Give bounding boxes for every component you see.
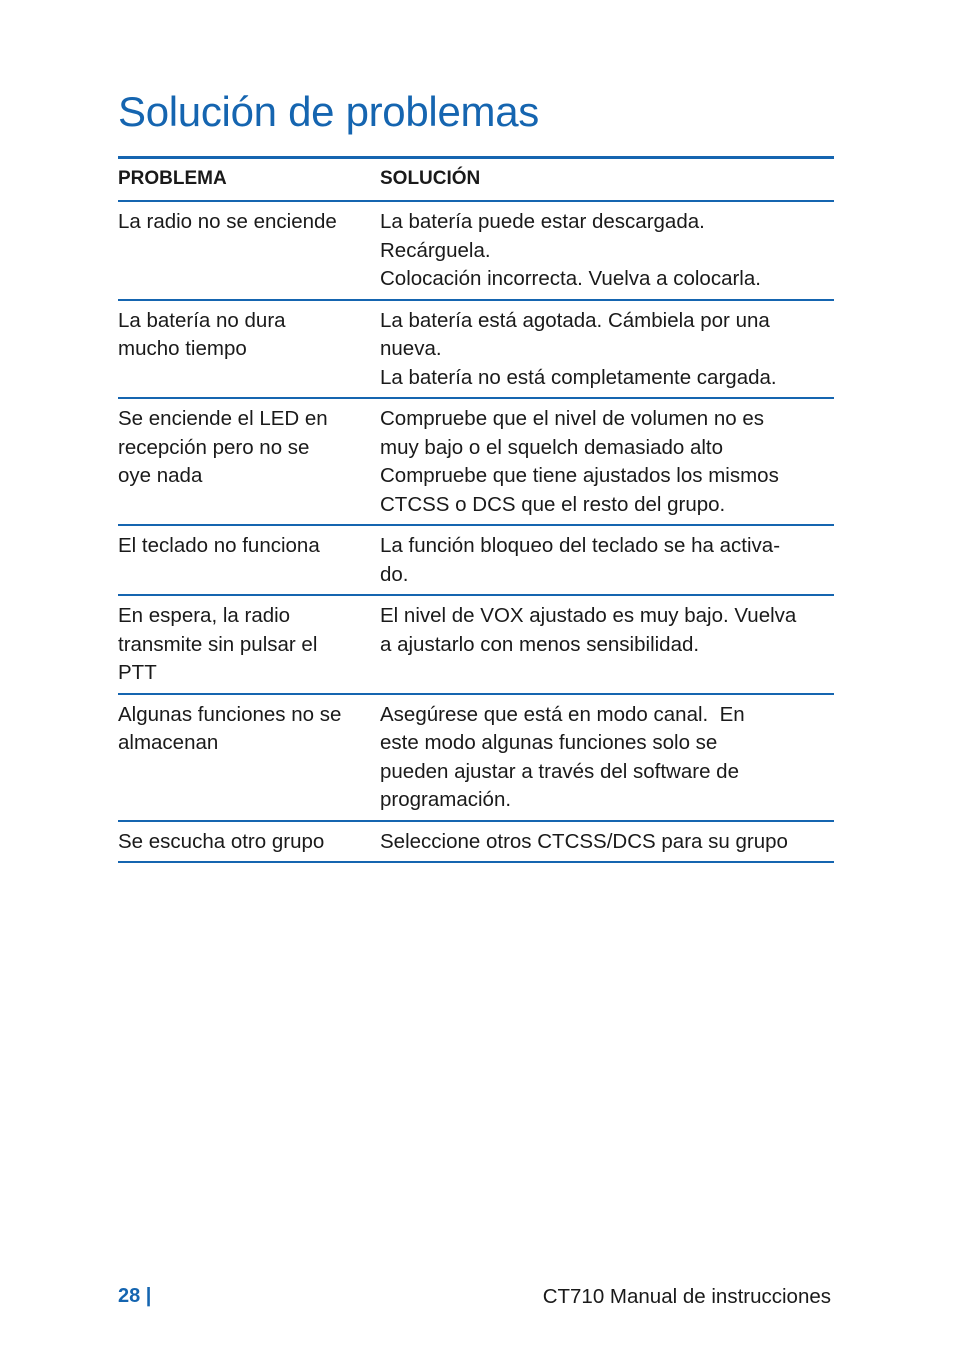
- problem-line: transmite sin pulsar el: [118, 632, 318, 656]
- solution-line: La batería no está completamente cargada.: [380, 365, 777, 389]
- solution-line: Recárguela.: [380, 238, 491, 262]
- solution-line: muy bajo o el squelch demasiado alto: [380, 435, 724, 459]
- solution-line: La función bloqueo del teclado se ha activa-: [380, 534, 781, 557]
- solution-cell: [380, 695, 834, 820]
- solution-line: Colocación incorrecta. Vuelva a colocarla.: [380, 267, 761, 290]
- table-row: [118, 596, 834, 695]
- problem-line: La batería no dura: [118, 308, 286, 332]
- problem-cell: [118, 596, 380, 693]
- solution-cell: [380, 399, 834, 524]
- table-row: [118, 526, 834, 596]
- solution-line: CTCSS o DCS que el resto del grupo.: [380, 492, 726, 516]
- solution-line: programación.: [380, 788, 512, 811]
- problem-cell: [118, 695, 380, 820]
- manual-title: CT710 Manual de instrucciones: [542, 1285, 831, 1308]
- solution-cell: [380, 596, 834, 693]
- solution-line: Compruebe que tiene ajustados los mismos: [380, 464, 779, 487]
- solution-cell: [380, 202, 834, 299]
- solution-cell: [380, 526, 834, 594]
- problem-line: El teclado no funciona: [118, 534, 320, 557]
- problem-line: En espera, la radio: [118, 604, 291, 627]
- table-row: [118, 202, 834, 301]
- problem-line: La radio no se enciende: [118, 210, 337, 233]
- problem-cell: [118, 301, 380, 398]
- solution-line: Asegúrese que está en modo canal. En: [380, 702, 745, 726]
- table-header-row: [118, 159, 834, 202]
- problem-line: mucho tiempo: [118, 337, 247, 360]
- solution-line: pueden ajustar a través del software de: [380, 759, 739, 783]
- problem-line: almacenan: [118, 731, 219, 754]
- problem-line: Algunas funciones no se: [118, 702, 342, 726]
- solution-line: a ajustarlo con menos sensibilidad.: [380, 632, 700, 656]
- solution-line: do.: [380, 562, 409, 586]
- problem-cell: [118, 822, 380, 862]
- problem-line: recepción pero no se: [118, 435, 310, 459]
- table-row: [118, 695, 834, 822]
- troubleshooting-table: [118, 156, 834, 863]
- problem-cell: [118, 526, 380, 594]
- solution-line: este modo algunas funciones solo se: [380, 731, 718, 754]
- solution-line: La batería puede estar descargada.: [380, 210, 705, 233]
- problem-line: Se enciende el LED en: [118, 407, 328, 430]
- table-row: [118, 822, 834, 862]
- page-title: Solución de problemas: [118, 88, 539, 135]
- solution-line: Seleccione otros CTCSS/DCS para su grupo: [380, 829, 788, 853]
- solution-cell: [380, 301, 834, 398]
- solution-line: Compruebe que el nivel de volumen no es: [380, 407, 765, 430]
- table-row: [118, 301, 834, 400]
- page-number: 28 |: [118, 1285, 152, 1307]
- solution-cell: [380, 822, 834, 862]
- problem-line: PTT: [118, 661, 157, 684]
- header-solution: SOLUCIÓN: [380, 168, 481, 190]
- solution-line: La batería está agotada. Cámbiela por una: [380, 308, 770, 332]
- problem-cell: [118, 202, 380, 299]
- table-row: [118, 399, 834, 526]
- problem-line: Se escucha otro grupo: [118, 829, 325, 853]
- problem-line: oye nada: [118, 464, 203, 487]
- header-problem: PROBLEMA: [118, 168, 227, 190]
- problem-cell: [118, 399, 380, 524]
- solution-line: El nivel de VOX ajustado es muy bajo. Vuelva: [380, 604, 797, 627]
- solution-line: nueva.: [380, 337, 442, 360]
